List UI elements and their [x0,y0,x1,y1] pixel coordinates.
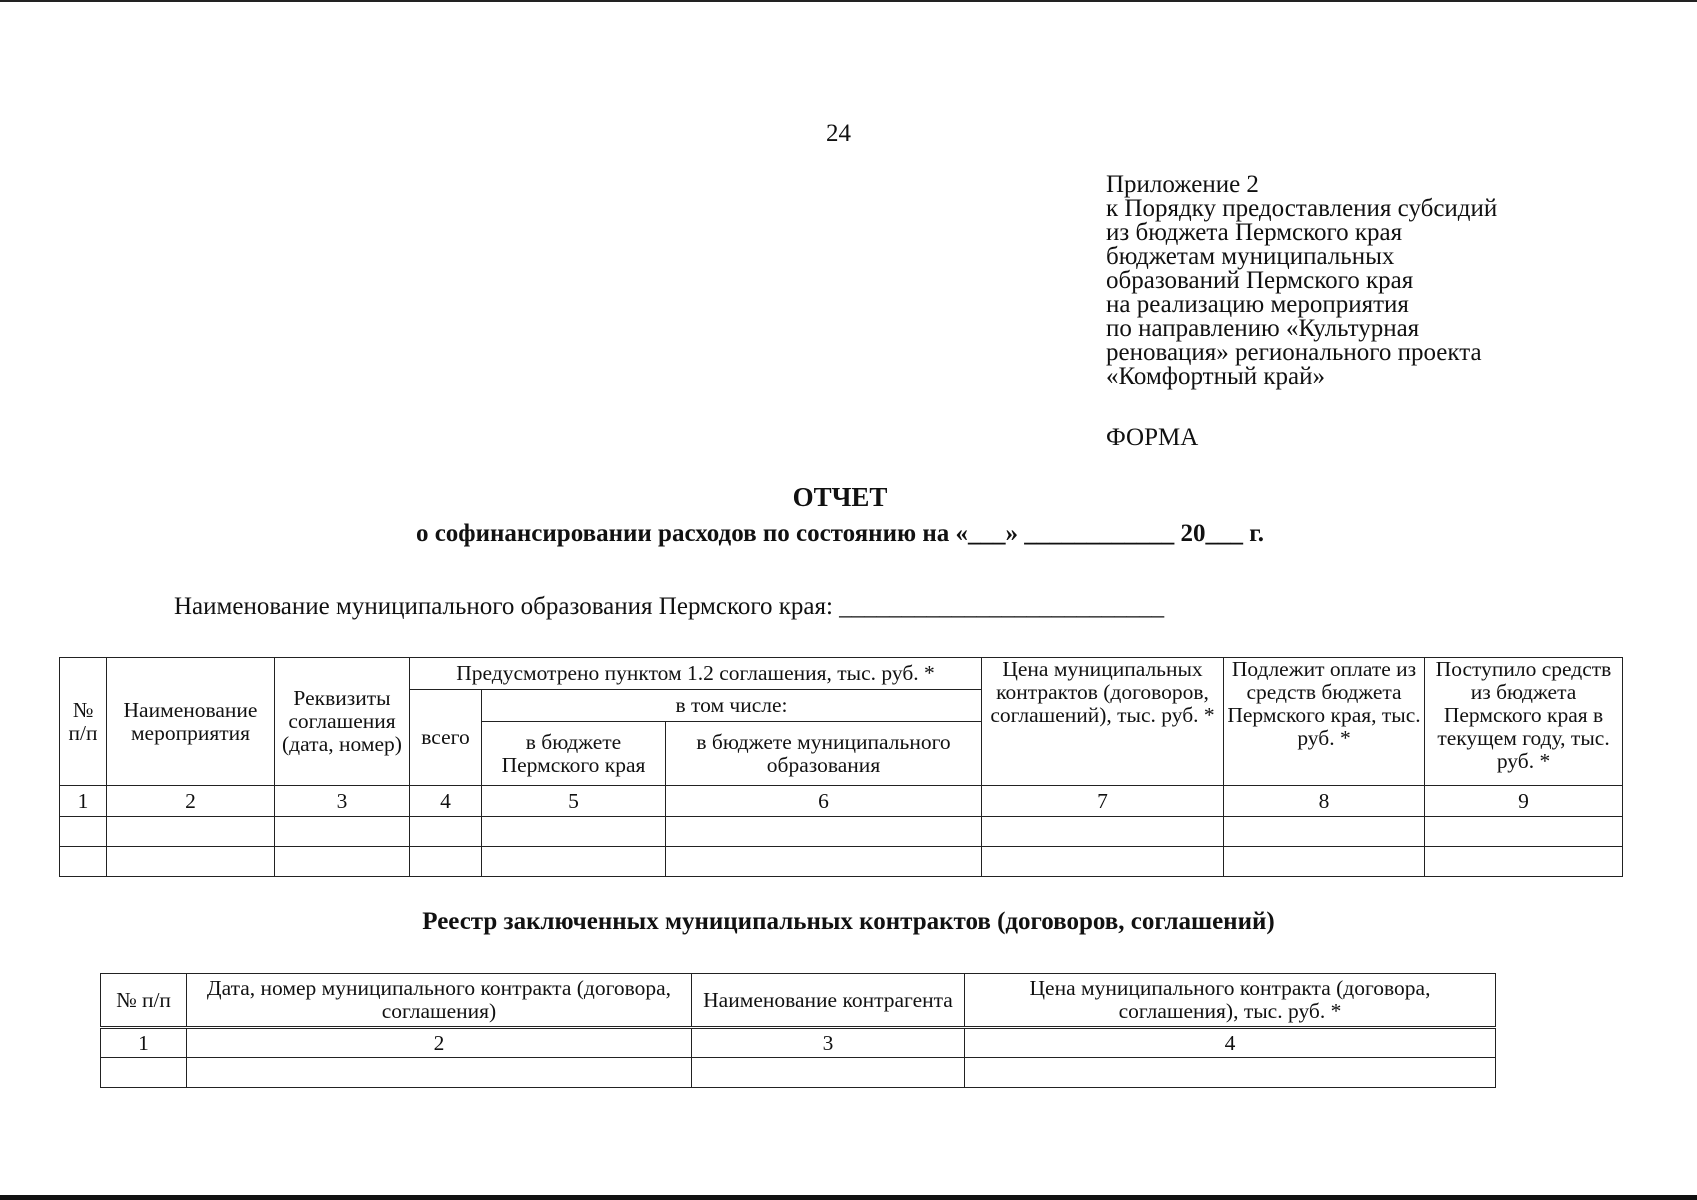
municipality-label: Наименование муниципального образования Пермского края: __________________________ [174,593,1165,620]
column-number: 5 [482,786,666,817]
appendix-line: образований Пермского края [1106,267,1414,294]
empty-cell[interactable] [60,847,107,877]
empty-cell[interactable] [275,817,410,847]
header-provided: Предусмотрено пунктом 1.2 соглашения, тыс. руб. * [410,658,982,690]
empty-cell[interactable] [60,817,107,847]
column-number: 2 [107,786,275,817]
empty-cell[interactable] [410,847,482,877]
header-regional-budget: в бюджете Пермского края [482,722,666,786]
header-including: в том числе: [482,690,982,722]
appendix-line: «Комфортный край» [1106,363,1325,390]
cofinancing-table [59,657,1623,877]
table-row [60,817,1623,847]
header-total: всего [410,690,482,786]
empty-cell[interactable] [666,817,982,847]
column-number: 9 [1425,786,1623,817]
empty-cell[interactable] [1224,817,1425,847]
empty-cell[interactable] [187,1058,692,1088]
empty-cell[interactable] [101,1058,187,1088]
report-title: ОТЧЕТ [792,482,888,512]
column-number: 7 [982,786,1224,817]
column-number: 8 [1224,786,1425,817]
column-number: 1 [101,1028,187,1058]
column-number: 2 [187,1028,692,1058]
header-received: Поступило средств из бюджета Пермского края в текущем году, тыс. руб. * [1425,658,1623,786]
table-row [60,847,1623,877]
appendix-line: к Порядку предоставления субсидий [1106,195,1498,222]
column-number: 4 [965,1028,1496,1058]
header-municipal-budget: в бюджете муниципального образования [666,722,982,786]
registry-header-num: № п/п [101,974,187,1028]
empty-cell[interactable] [965,1058,1496,1088]
column-number: 6 [666,786,982,817]
table-row [101,1058,1496,1088]
appendix-line: на реализацию мероприятия [1106,291,1409,318]
column-number: 1 [60,786,107,817]
empty-cell[interactable] [1425,817,1623,847]
empty-cell[interactable] [1224,847,1425,877]
header-event: Наименование мероприятия [107,658,275,786]
top-border-line [0,0,1697,2]
appendix-line: бюджетам муниципальных [1106,243,1395,270]
appendix-line: реновация» регионального проекта [1106,339,1482,366]
empty-cell[interactable] [482,817,666,847]
header-to-be-paid: Подлежит оплате из средств бюджета Пермского края, тыс. руб. * [1224,658,1425,786]
bottom-border-line [0,1195,1697,1200]
empty-cell[interactable] [107,817,275,847]
appendix-block [1106,173,1497,389]
page-number: 24 [826,120,851,147]
empty-cell[interactable] [666,847,982,877]
header-contract-price: Цена муниципальных контрактов (договоров, соглашений), тыс. руб. * [982,658,1224,786]
empty-cell[interactable] [692,1058,965,1088]
empty-cell[interactable] [275,847,410,877]
empty-cell[interactable] [482,847,666,877]
registry-header-contract: Дата, номер муниципального контракта (договора, соглашения) [187,974,692,1028]
column-number: 4 [410,786,482,817]
column-number: 3 [275,786,410,817]
appendix-line: по направлению «Культурная [1106,315,1420,342]
column-number: 3 [692,1028,965,1058]
header-num: № п/п [60,658,107,786]
registry-title: Реестр заключенных муниципальных контрактов (договоров, соглашений) [422,908,1275,935]
registry-table [100,973,1496,1088]
header-agreement: Реквизиты соглашения (дата, номер) [275,658,410,786]
appendix-line: из бюджета Пермского края [1106,219,1403,246]
form-label: ФОРМА [1106,424,1199,451]
empty-cell[interactable] [410,817,482,847]
appendix-line: Приложение 2 [1106,171,1259,198]
report-subtitle: о софинансировании расходов по состоянию на «___» ____________ 20___ г. [415,520,1265,547]
empty-cell[interactable] [982,817,1224,847]
empty-cell[interactable] [107,847,275,877]
empty-cell[interactable] [1425,847,1623,877]
empty-cell[interactable] [982,847,1224,877]
registry-header-price: Цена муниципального контракта (договора, соглашения), тыс. руб. * [965,974,1496,1028]
registry-header-counterparty: Наименование контрагента [692,974,965,1028]
